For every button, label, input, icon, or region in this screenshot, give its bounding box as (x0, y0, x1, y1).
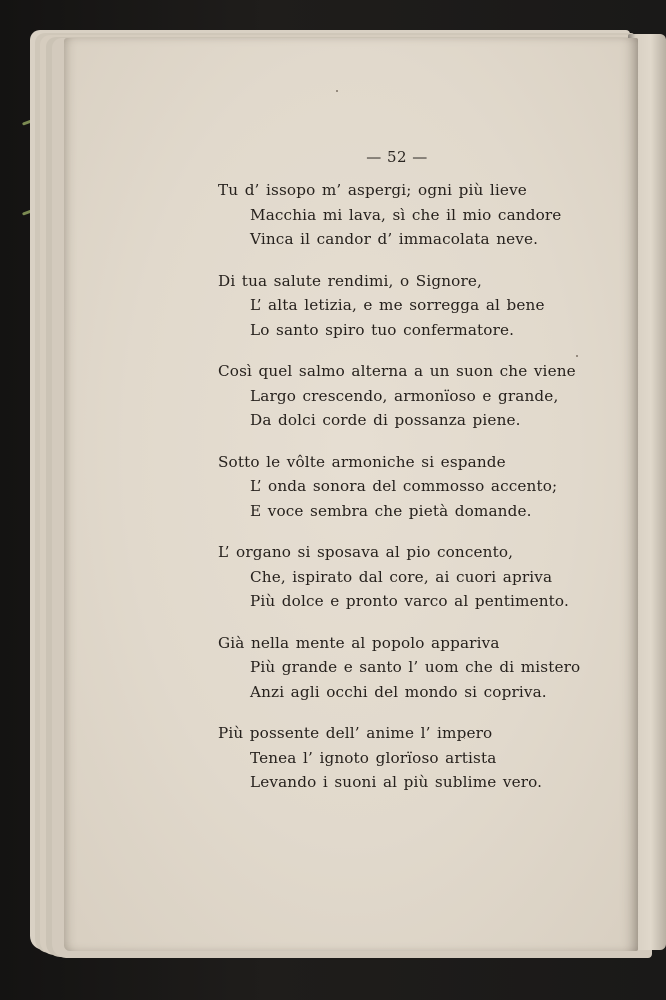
verse-line: E voce sembra che pietà domande. (250, 501, 532, 520)
verse-line: L’ alta letizia, e me sorregga al bene (250, 296, 545, 314)
verse-line: Da dolci corde di possanza piene. (250, 411, 521, 429)
stanza (218, 359, 576, 433)
verse-line: Levando i suoni al più sublime vero. (250, 773, 543, 791)
verse-line: Che, ispirato dal core, ai cuori apriva (250, 567, 553, 586)
verse-line: Tenea l’ ignoto glorïoso artista (250, 748, 497, 767)
verse-line: Già nella mente al popolo appariva (218, 633, 500, 652)
page-number (0, 148, 666, 166)
verse-line: Più dolce e pronto varco al pentimento. (250, 592, 569, 610)
verse-line: Più possente dell’ anime l’ impero (218, 724, 493, 742)
verse-line: L’ organo si sposava al pio concento, (218, 543, 514, 561)
verse-line: Lo santo spiro tuo confermatore. (250, 320, 515, 339)
stanza (218, 450, 558, 524)
paper-speck (576, 355, 578, 357)
stanza (218, 178, 562, 252)
stanza (218, 631, 581, 705)
verse-line: L’ onda sonora del commosso accento; (250, 477, 558, 495)
page-number-label: — 52 — (366, 148, 428, 166)
verse-line: Così quel salmo alterna a un suon che viene (218, 362, 576, 380)
verse-line: Vinca il candor d’ immacolata neve. (250, 230, 539, 248)
verse-line: Più grande e santo l’ uom che di mistero (250, 658, 581, 676)
verse-line: Macchia mi lava, sì che il mio candore (250, 205, 562, 224)
verse-line: Tu d’ issopo m’ aspergi; ogni più lieve (218, 181, 527, 199)
stanza (218, 721, 558, 795)
stanza (218, 540, 569, 614)
verse-line: Sotto le vôlte armoniche si espande (218, 452, 506, 471)
stanza (218, 269, 558, 343)
verse-line: Di tua salute rendimi, o Signore, (218, 271, 482, 290)
verse-line: Anzi agli occhi del mondo si copriva. (250, 682, 547, 701)
paper-speck (336, 90, 338, 92)
verse-line: Largo crescendo, armonïoso e grande, (250, 386, 559, 405)
poem-text (218, 178, 581, 812)
